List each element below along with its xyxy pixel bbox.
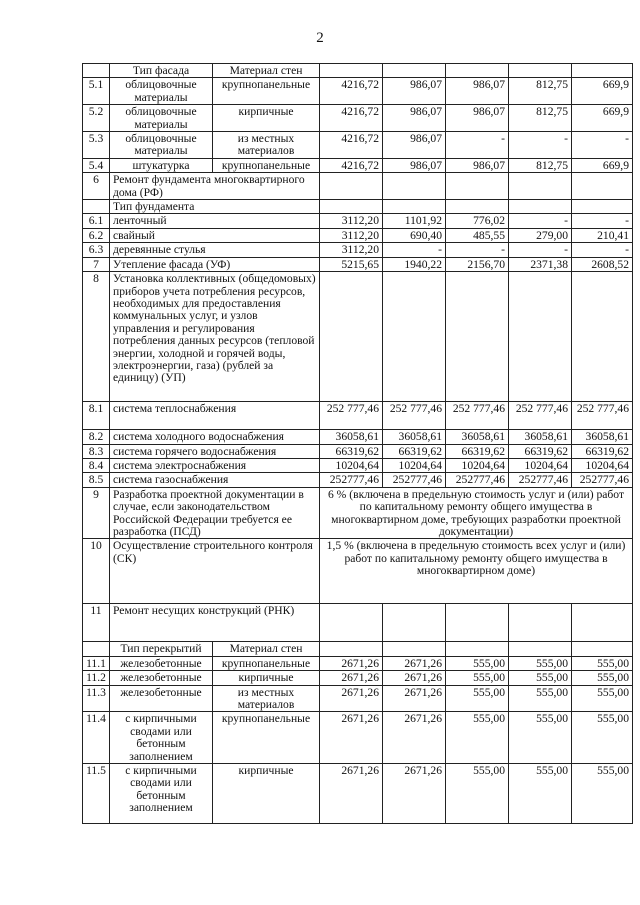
empty-cell: [383, 173, 446, 200]
table-row: [83, 444, 633, 458]
value-cell: 986,07: [383, 78, 446, 105]
material-header-cell: Материал стен: [213, 642, 320, 656]
table-row: [83, 173, 633, 200]
empty-cell: [383, 604, 446, 642]
value-cell: 252 777,46: [509, 402, 572, 430]
value-cell: 252 777,46: [446, 402, 509, 430]
material-header-cell: Материал стен: [213, 64, 320, 78]
value-cell: 2671,26: [383, 656, 446, 670]
table-row: [83, 685, 633, 712]
row-number-cell: 11.2: [83, 671, 110, 685]
table-row: [83, 604, 633, 642]
row-number-cell: 6.2: [83, 228, 110, 242]
empty-cell: [320, 272, 383, 402]
row-number-cell: 6: [83, 173, 110, 200]
material-cell: крупнопанельные: [213, 158, 320, 172]
value-cell: 555,00: [509, 712, 572, 764]
material-cell: из местных материалов: [213, 132, 320, 159]
type-cell: железобетонные: [110, 685, 213, 712]
empty-cell: [383, 272, 446, 402]
empty-cell: [446, 173, 509, 200]
value-cell: 776,02: [446, 214, 509, 228]
value-cell: 2671,26: [320, 656, 383, 670]
value-cell: 3112,20: [320, 243, 383, 257]
type-header-cell: Тип фундамента: [110, 200, 320, 214]
table-row: [83, 402, 633, 430]
row-number-cell: 6.1: [83, 214, 110, 228]
empty-cell: [572, 604, 633, 642]
table-row: [83, 642, 633, 656]
row-number-cell: [83, 200, 110, 214]
row-number-cell: 11.4: [83, 712, 110, 764]
value-cell: -: [509, 243, 572, 257]
empty-cell: [572, 272, 633, 402]
empty-cell: [446, 642, 509, 656]
value-cell: 252777,46: [572, 473, 633, 487]
material-cell: из местных материалов: [213, 685, 320, 712]
type-header-cell: Тип перекрытий: [110, 642, 213, 656]
value-cell: 986,07: [446, 158, 509, 172]
value-cell: 2671,26: [383, 712, 446, 764]
value-cell: 36058,61: [509, 430, 572, 444]
value-cell: 279,00: [509, 228, 572, 242]
section-title-cell: Ремонт фундамента многоквартирного дома (РФ): [110, 173, 320, 200]
value-cell: 252777,46: [320, 473, 383, 487]
table-row: [83, 272, 633, 402]
value-cell: 986,07: [446, 78, 509, 105]
value-cell: 252 777,46: [572, 402, 633, 430]
material-cell: крупнопанельные: [213, 78, 320, 105]
material-cell: кирпичные: [213, 671, 320, 685]
value-cell: 555,00: [572, 764, 633, 824]
value-cell: 986,07: [383, 132, 446, 159]
value-cell: 555,00: [509, 764, 572, 824]
empty-cell: [446, 272, 509, 402]
row-number-cell: [83, 64, 110, 78]
empty-cell: [572, 642, 633, 656]
value-cell: 2671,26: [383, 685, 446, 712]
value-cell: 36058,61: [446, 430, 509, 444]
value-cell: 36058,61: [320, 430, 383, 444]
value-cell: 252 777,46: [320, 402, 383, 430]
value-cell: 36058,61: [383, 430, 446, 444]
value-cell: 66319,62: [509, 444, 572, 458]
empty-cell: [446, 604, 509, 642]
item-name-cell: Утепление фасада (УФ): [110, 257, 320, 271]
type-cell: с кирпичными сводами или бетонным заполнением: [110, 712, 213, 764]
table-row: [83, 473, 633, 487]
material-cell: кирпичные: [213, 105, 320, 132]
empty-cell: [509, 272, 572, 402]
value-cell: 66319,62: [320, 444, 383, 458]
value-cell: 555,00: [446, 685, 509, 712]
value-cell: 1940,22: [383, 257, 446, 271]
row-number-cell: 8.4: [83, 458, 110, 472]
row-number-cell: 5.1: [83, 78, 110, 105]
note-cell: 1,5 % (включена в предельную стоимость всех услуг и (или) работ по капитальному ремонту общего имущества в многоквартирном доме): [320, 539, 633, 604]
value-cell: 812,75: [509, 78, 572, 105]
value-cell: 10204,64: [509, 458, 572, 472]
value-cell: -: [446, 132, 509, 159]
value-cell: 4216,72: [320, 105, 383, 132]
value-cell: 66319,62: [572, 444, 633, 458]
table-row: [83, 487, 633, 539]
value-cell: 555,00: [572, 712, 633, 764]
type-cell: облицовочные материалы: [110, 78, 213, 105]
table-row: [83, 228, 633, 242]
value-cell: 2671,26: [383, 671, 446, 685]
value-cell: 4216,72: [320, 158, 383, 172]
empty-cell: [572, 200, 633, 214]
value-cell: 2671,26: [320, 764, 383, 824]
row-number-cell: 11.1: [83, 656, 110, 670]
value-cell: 4216,72: [320, 132, 383, 159]
value-cell: 555,00: [572, 671, 633, 685]
value-cell: 2156,70: [446, 257, 509, 271]
value-cell: 812,75: [509, 158, 572, 172]
type-cell: облицовочные материалы: [110, 105, 213, 132]
value-cell: 690,40: [383, 228, 446, 242]
value-cell: 812,75: [509, 105, 572, 132]
item-name-cell: система теплоснабжения: [110, 402, 320, 430]
table-row: [83, 132, 633, 159]
row-number-cell: 11.3: [83, 685, 110, 712]
empty-cell: [509, 173, 572, 200]
empty-cell: [320, 604, 383, 642]
row-number-cell: 7: [83, 257, 110, 271]
table-row: [83, 257, 633, 271]
row-number-cell: 11.5: [83, 764, 110, 824]
empty-cell: [383, 200, 446, 214]
item-name-cell: ленточный: [110, 214, 320, 228]
row-number-cell: 8.3: [83, 444, 110, 458]
material-cell: крупнопанельные: [213, 656, 320, 670]
row-number-cell: 8.2: [83, 430, 110, 444]
empty-cell: [320, 200, 383, 214]
value-cell: 2671,26: [383, 764, 446, 824]
value-cell: 10204,64: [446, 458, 509, 472]
item-name-cell: система электроснабжения: [110, 458, 320, 472]
table-row: [83, 200, 633, 214]
row-number-cell: 11: [83, 604, 110, 642]
empty-cell: [572, 64, 633, 78]
value-cell: 555,00: [446, 656, 509, 670]
item-name-cell: система холодного водоснабжения: [110, 430, 320, 444]
value-cell: 986,07: [383, 105, 446, 132]
value-cell: 2671,26: [320, 685, 383, 712]
row-number-cell: 10: [83, 539, 110, 604]
row-number-cell: [83, 642, 110, 656]
table-row: [83, 656, 633, 670]
row-number-cell: 5.3: [83, 132, 110, 159]
value-cell: 555,00: [572, 656, 633, 670]
value-cell: 2671,26: [320, 712, 383, 764]
empty-cell: [446, 200, 509, 214]
value-cell: -: [572, 214, 633, 228]
row-number-cell: 5.4: [83, 158, 110, 172]
material-cell: крупнопанельные: [213, 712, 320, 764]
section-title-cell: Установка коллективных (общедомовых) приборов учета потребления ресурсов, необходимых для предоставления коммунальных услуг, и узлов управления и регулирования потребления данных ресурсов (тепловой энергии, холодной и горячей воды, электроэнергии, газа) (рублей за единицу) (УП): [110, 272, 320, 402]
value-cell: 4216,72: [320, 78, 383, 105]
value-cell: 485,55: [446, 228, 509, 242]
empty-cell: [509, 200, 572, 214]
material-cell: кирпичные: [213, 764, 320, 824]
empty-cell: [509, 64, 572, 78]
value-cell: 66319,62: [446, 444, 509, 458]
empty-cell: [320, 173, 383, 200]
value-cell: 555,00: [446, 671, 509, 685]
value-cell: 555,00: [509, 656, 572, 670]
value-cell: 3112,20: [320, 228, 383, 242]
note-cell: 6 % (включена в предельную стоимость услуг и (или) работ по капитальному ремонту общего имущества в многоквартирном доме, требующих разработки проектной документации): [320, 487, 633, 539]
value-cell: 555,00: [446, 712, 509, 764]
value-cell: 2371,38: [509, 257, 572, 271]
table-row: [83, 671, 633, 685]
value-cell: 10204,64: [320, 458, 383, 472]
section-title-cell: Разработка проектной документации в случае, если законодательством Российской Федерации требуется ее разработка (ПСД): [110, 487, 320, 539]
table-row: [83, 214, 633, 228]
item-name-cell: система горячего водоснабжения: [110, 444, 320, 458]
value-cell: -: [572, 132, 633, 159]
empty-cell: [320, 64, 383, 78]
table-row: [83, 105, 633, 132]
empty-cell: [320, 642, 383, 656]
row-number-cell: 5.2: [83, 105, 110, 132]
value-cell: -: [446, 243, 509, 257]
value-cell: 5215,65: [320, 257, 383, 271]
table-row: [83, 764, 633, 824]
empty-cell: [383, 642, 446, 656]
row-number-cell: 8: [83, 272, 110, 402]
value-cell: -: [509, 132, 572, 159]
type-cell: облицовочные материалы: [110, 132, 213, 159]
row-number-cell: 8.1: [83, 402, 110, 430]
empty-cell: [509, 642, 572, 656]
value-cell: 36058,61: [572, 430, 633, 444]
value-cell: -: [383, 243, 446, 257]
type-cell: железобетонные: [110, 671, 213, 685]
table-row: [83, 539, 633, 604]
table-row: [83, 712, 633, 764]
table-row: [83, 78, 633, 105]
empty-cell: [446, 64, 509, 78]
value-cell: 66319,62: [383, 444, 446, 458]
row-number-cell: 9: [83, 487, 110, 539]
value-cell: 986,07: [446, 105, 509, 132]
table-row: [83, 458, 633, 472]
value-cell: 252 777,46: [383, 402, 446, 430]
type-cell: штукатурка: [110, 158, 213, 172]
type-cell: с кирпичными сводами или бетонным заполнением: [110, 764, 213, 824]
value-cell: 555,00: [446, 764, 509, 824]
value-cell: 986,07: [383, 158, 446, 172]
table-row: [83, 158, 633, 172]
table-row: [83, 243, 633, 257]
tariff-table: [82, 63, 633, 824]
value-cell: 3112,20: [320, 214, 383, 228]
value-cell: 252777,46: [509, 473, 572, 487]
value-cell: 555,00: [509, 671, 572, 685]
value-cell: 669,9: [572, 78, 633, 105]
value-cell: 10204,64: [572, 458, 633, 472]
value-cell: 555,00: [509, 685, 572, 712]
item-name-cell: деревянные стулья: [110, 243, 320, 257]
value-cell: -: [572, 243, 633, 257]
value-cell: 10204,64: [383, 458, 446, 472]
page-number: 2: [316, 30, 324, 46]
value-cell: 252777,46: [383, 473, 446, 487]
value-cell: 210,41: [572, 228, 633, 242]
type-header-cell: Тип фасада: [110, 64, 213, 78]
value-cell: 669,9: [572, 105, 633, 132]
value-cell: 252777,46: [446, 473, 509, 487]
item-name-cell: система газоснабжения: [110, 473, 320, 487]
type-cell: железобетонные: [110, 656, 213, 670]
value-cell: -: [509, 214, 572, 228]
value-cell: 2608,52: [572, 257, 633, 271]
table-row: [83, 64, 633, 78]
section-title-cell: Ремонт несущих конструкций (РНК): [110, 604, 320, 642]
empty-cell: [509, 604, 572, 642]
row-number-cell: 6.3: [83, 243, 110, 257]
empty-cell: [572, 173, 633, 200]
empty-cell: [383, 64, 446, 78]
value-cell: 2671,26: [320, 671, 383, 685]
value-cell: 1101,92: [383, 214, 446, 228]
value-cell: 555,00: [572, 685, 633, 712]
row-number-cell: 8.5: [83, 473, 110, 487]
item-name-cell: свайный: [110, 228, 320, 242]
value-cell: 669,9: [572, 158, 633, 172]
table-row: [83, 430, 633, 444]
section-title-cell: Осуществление строительного контроля (СК): [110, 539, 320, 604]
